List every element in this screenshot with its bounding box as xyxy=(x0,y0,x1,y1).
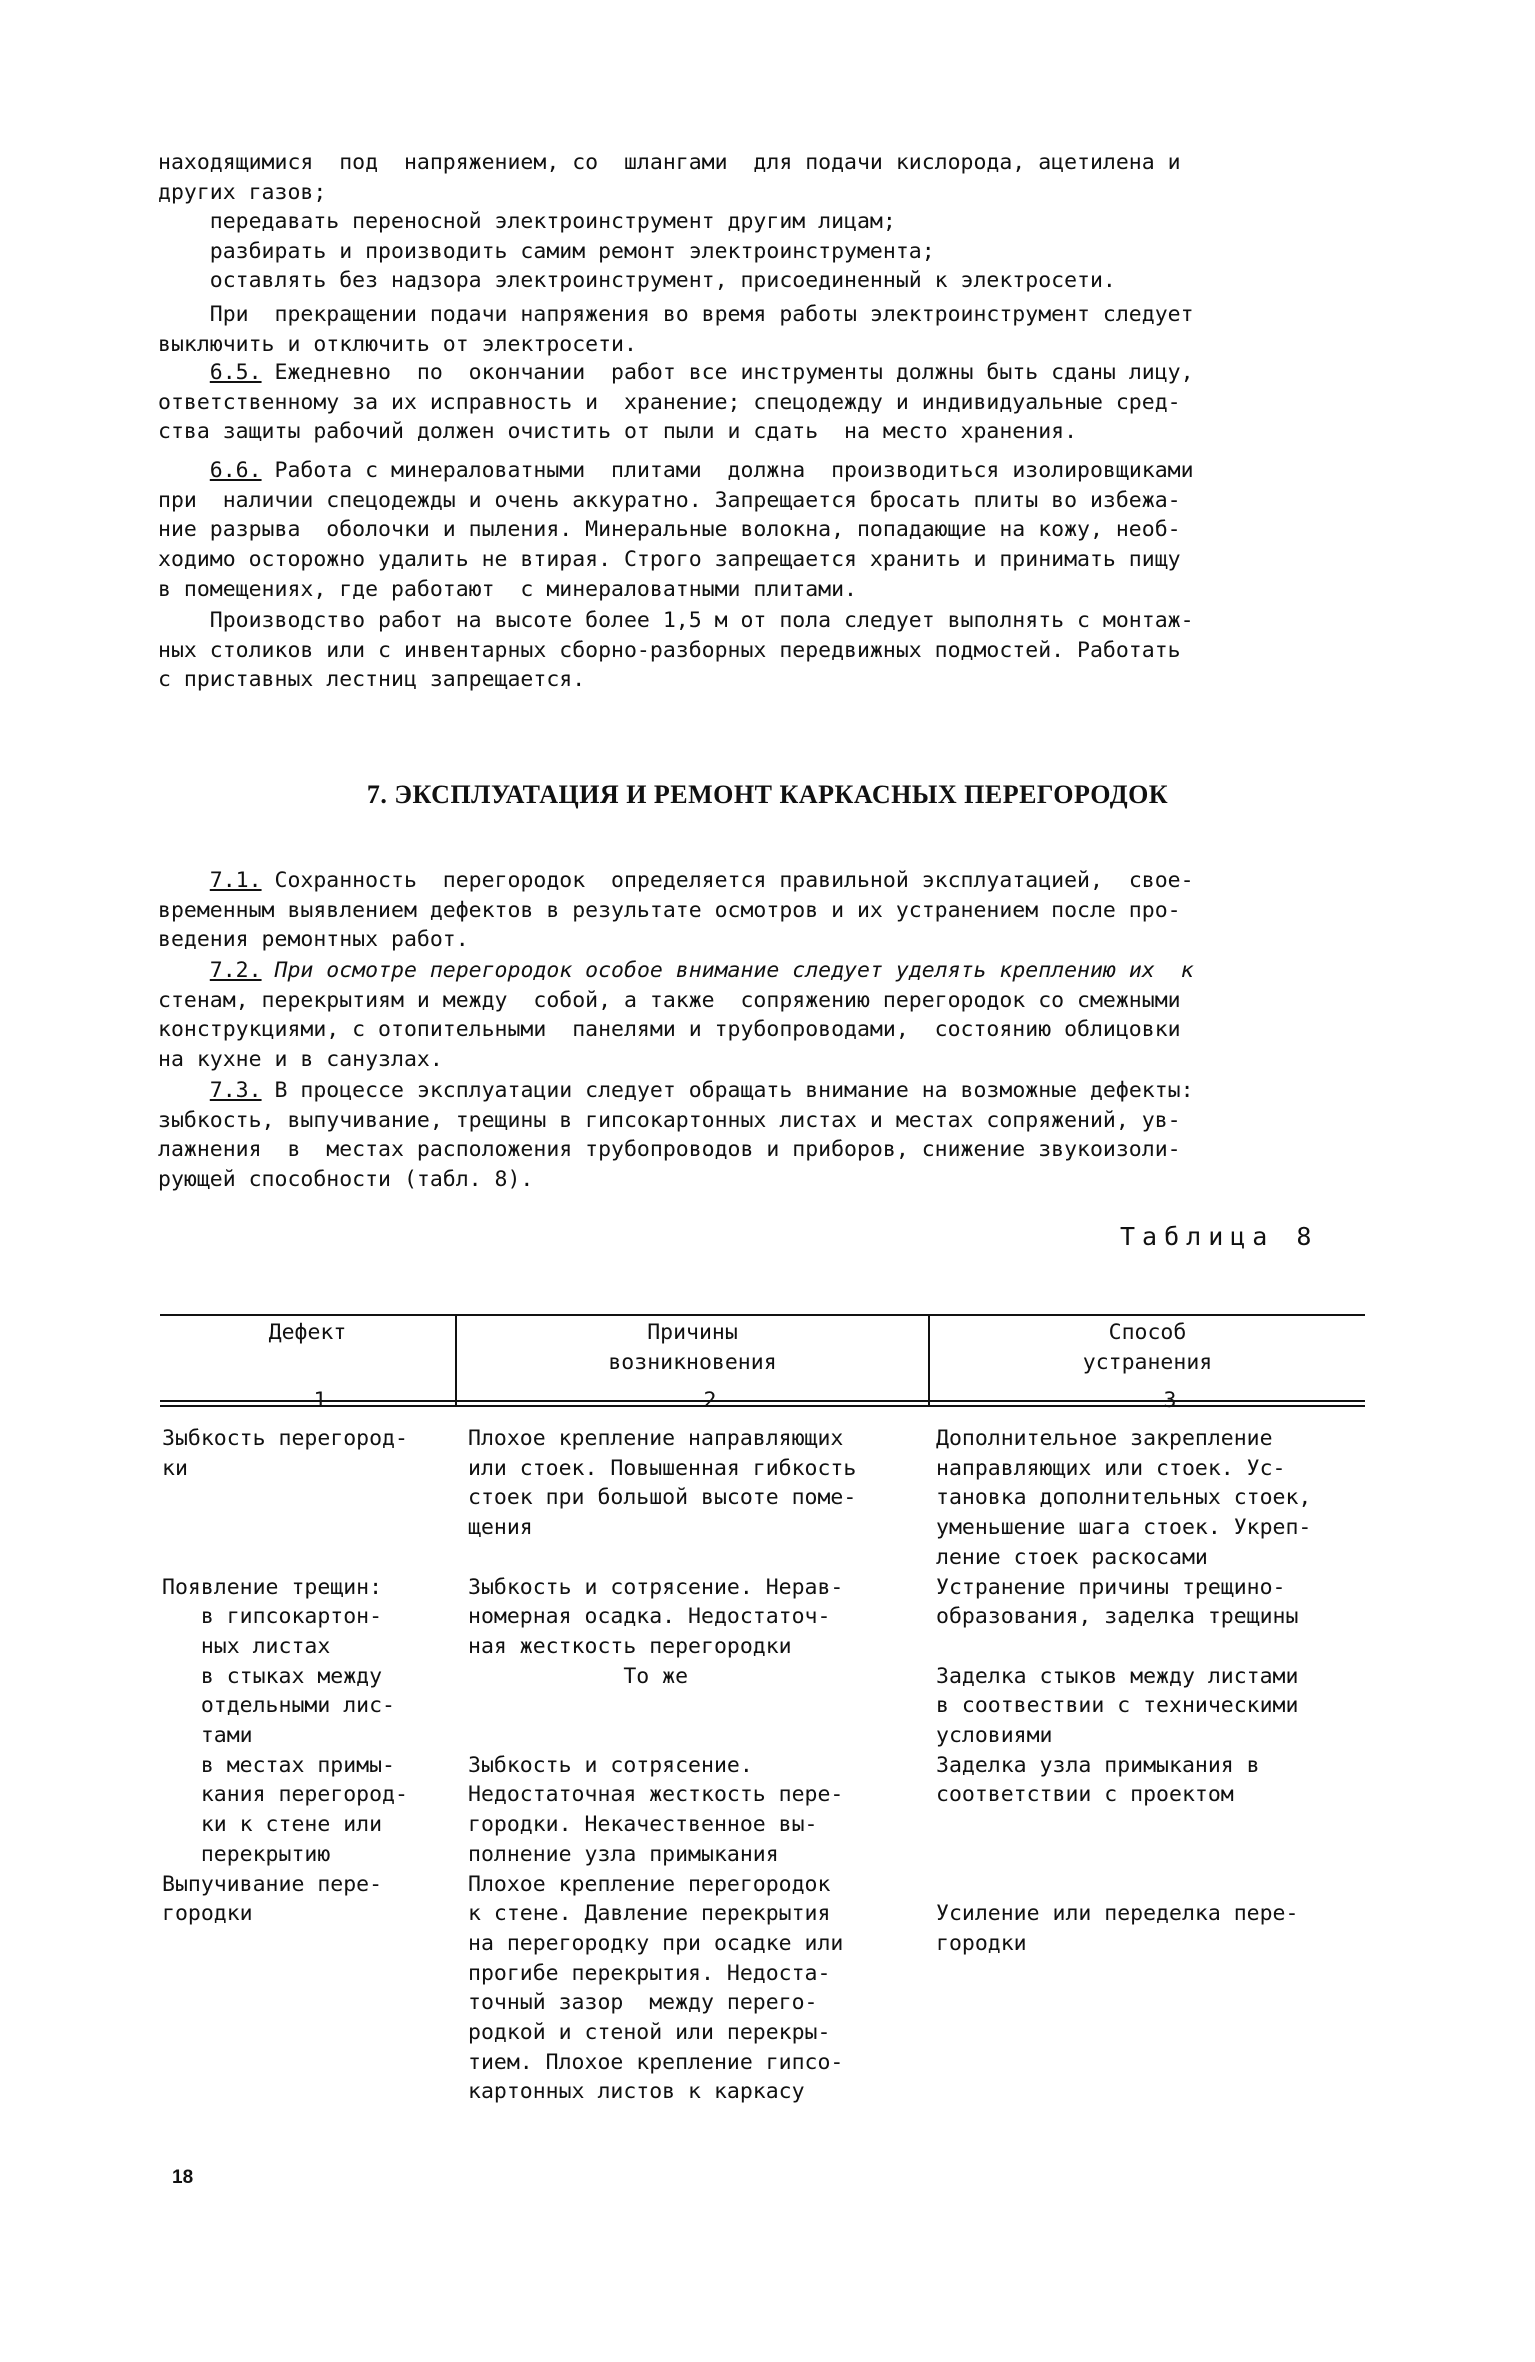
column-number: 2 xyxy=(703,1388,717,1413)
clause-number: 7.3. xyxy=(209,1078,262,1103)
table-column-defects: Зыбкость перегород- ки Появление трещин: в гипсокартон- ных листах в стыках между отдельными лис- тами в местах примы- кания перегород- ки к стене или перекрытию Выпучивание пере- городки xyxy=(162,1426,408,1927)
clause-number: 7.1. xyxy=(209,868,262,893)
paragraph-7-1: 7.1. Сохранность перегородок определяется правильной эксплуатацией, свое- временным выявлением дефектов в результате осмотров и их устранением после про- ведения ремонтных работ. xyxy=(158,868,1194,953)
column-header-defect: Дефект xyxy=(268,1320,347,1345)
column-number: 1 xyxy=(313,1388,327,1413)
paragraph-height-work: Производство работ на высоте более 1,5 м от пола следует выполнять с монтаж- ных столиков или с инвентарных сборно-разборных передвижных подмостей. Работать с приставных лестниц запрещается. xyxy=(158,608,1194,693)
paragraph-6-6: 6.6. Работа с минераловатными плитами должна производиться изолировщиками при наличии спецодежды и очень аккуратно. Запрещается бросать плиты во избежа- ние разрыва оболочки и пыления. Минеральные волокна, попадающие на кожу, необ- ходимо осторожно удалить не втирая. Строго запрещается хранить и принимать пищу в помещениях, где работают с минераловатными плитами. xyxy=(158,458,1194,602)
table-column-causes: Плохое крепление направляющих или стоек. Повышенная гибкость стоек при большой высоте поме- щения Зыбкость и сотрясение. Нерав- номерная осадка. Недостаточ- ная жесткость перегородки То же Зыбкость и сотрясение. Недостаточная жесткость пере- городки. Некачественное вы- полнение узла примыкания Плохое крепление перегородок к стене. Давление перекрытия на перегородку при осадке или прогибе перекрытия. Недоста- точный зазор между перего- родкой и стеной или перекры- тием. Плохое крепление гипсо- картонных листов к каркасу xyxy=(468,1426,857,2105)
column-header-causes: Причины возникновения xyxy=(608,1320,777,1375)
bullet-list xyxy=(158,207,1358,296)
section-heading: 7. ЭКСПЛУАТАЦИЯ И РЕМОНТ КАРКАСНЫХ ПЕРЕГОРОДОК xyxy=(366,780,1169,809)
paragraph-7-3: 7.3. В процессе эксплуатации следует обращать внимание на возможные дефекты: зыбкость, выпучивание, трещины в гипсокартонных листах и местах сопряжений, ув- лажнения в местах расположения трубопроводов и приборов, снижение звукоизоли- рующей способности (табл. 8). xyxy=(158,1078,1194,1193)
page-number: 18 xyxy=(172,2167,194,2188)
column-number: 3 xyxy=(1163,1388,1177,1413)
paragraph-continuation: находящимися под напряжением, со шлангами для подачи кислорода, ацетилена и других газов; xyxy=(158,150,1181,205)
column-header-remedy: Способ устранения xyxy=(1082,1320,1213,1375)
clause-number: 6.6. xyxy=(209,458,262,483)
table-caption: Таблица 8 xyxy=(1120,1222,1319,1251)
paragraph-6-5: 6.5. Ежедневно по окончании работ все инструменты должны быть сданы лицу, ответственному за их исправность и хранение; спецодежду и индивидуальные сред- ства защиты рабочий должен очистить от пыли и сдать на место хранения. xyxy=(158,360,1194,445)
list-item: разбирать и производить самим ремонт электроинструмента; xyxy=(158,238,935,264)
table-column-remedies: Дополнительное закрепление направляющих или стоек. Ус- тановка дополнительных стоек, уменьшение шага стоек. Укреп- ление стоек раскосами Устранение причины трещино- образования, заделка трещины Заделка стыков между листами в соотвествии с техническими условиями Заделка узла примыкания в соответствии с проектом Усиление или переделка пере- городки xyxy=(936,1426,1312,1956)
table-top-rule xyxy=(160,1314,1365,1316)
list-item: оставлять без надзора электроинструмент, присоединенный к электросети. xyxy=(158,268,1116,294)
clause-number: 6.5. xyxy=(209,360,262,385)
paragraph-power-off: При прекращении подачи напряжения во время работы электроинструмент следует выключить и отключить от электросети. xyxy=(158,302,1194,357)
paragraph-7-2: 7.2. При осмотре перегородок особое внимание следует уделять креплению их к стенам, перекрытиям и между собой, а также сопряжению перегородок со смежными конструкциями, с отопительными панелями и трубопроводами, состоянию облицовки на кухне и в санузлах. xyxy=(158,958,1194,1073)
list-item: передавать переносной электроинструмент другим лицам; xyxy=(158,209,896,234)
clause-number: 7.2. xyxy=(209,958,262,983)
